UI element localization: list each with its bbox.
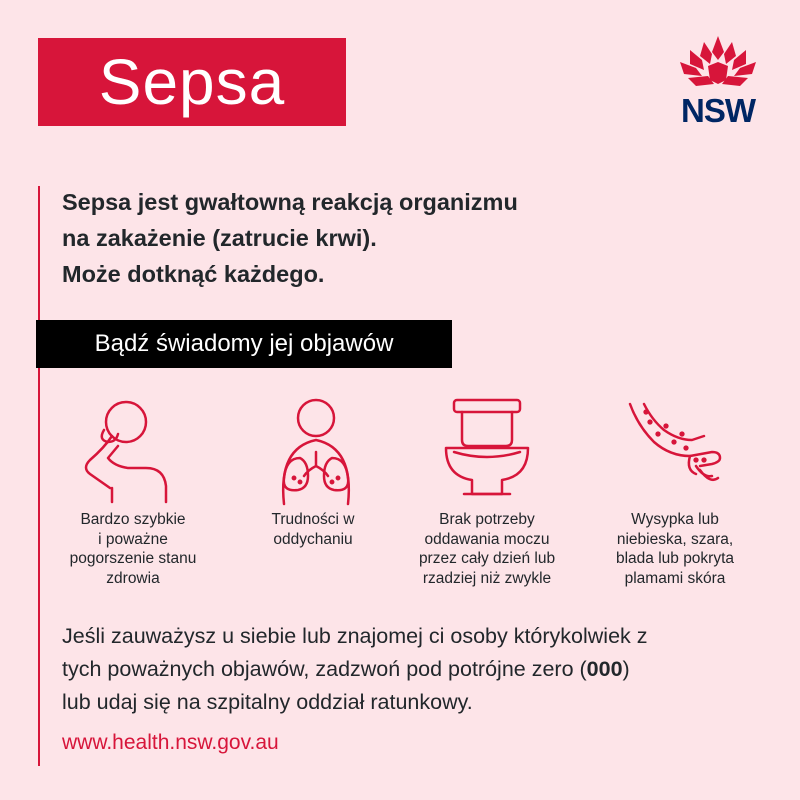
nsw-logo — [668, 34, 768, 130]
website-link[interactable]: www.health.nsw.gov.au — [62, 731, 279, 754]
title-banner — [38, 38, 346, 126]
advice-line: tych poważnych objawów, zadzwoń pod potrójne zero (000) — [62, 657, 630, 681]
symptom-label: Wysypka lub niebieska, szara, blada lub pokryta plamami skóra — [615, 511, 735, 587]
rash-arm-icon — [620, 396, 730, 506]
advice-text — [62, 620, 782, 719]
intro-line: Sepsa jest gwałtowną reakcją organizmu — [62, 189, 518, 215]
waratah-icon — [668, 34, 768, 92]
toilet-icon — [432, 396, 542, 506]
symptom-label: Brak potrzeby oddawania moczu przez cały dzień lub rzadziej niż zwykle — [418, 511, 556, 587]
symptom-label: Bardzo szybkie i poważne pogorszenie stanu zdrowia — [69, 511, 197, 587]
lungs-icon — [260, 396, 370, 506]
advice-line: lub udaj się na szpitalny oddział ratunkowy. — [62, 690, 473, 714]
symptom-label: Trudności w oddychaniu — [271, 511, 355, 548]
subheading-banner — [36, 320, 452, 368]
subheading: Bądź świadomy jej objawów — [94, 330, 394, 357]
page-title: Sepsa — [98, 46, 286, 118]
intro-text — [62, 184, 762, 292]
intro-line: Może dotknąć każdego. — [62, 261, 325, 287]
intro-line: na zakażenie (zatrucie krwi). — [62, 225, 377, 251]
emergency-number: 000 — [586, 657, 623, 681]
person-unwell-icon — [68, 396, 178, 506]
accent-rule — [38, 186, 40, 766]
nsw-logo-text: NSW — [681, 92, 755, 129]
advice-line: Jeśli zauważysz u siebie lub znajomej ci osoby którykolwiek z — [62, 624, 648, 648]
